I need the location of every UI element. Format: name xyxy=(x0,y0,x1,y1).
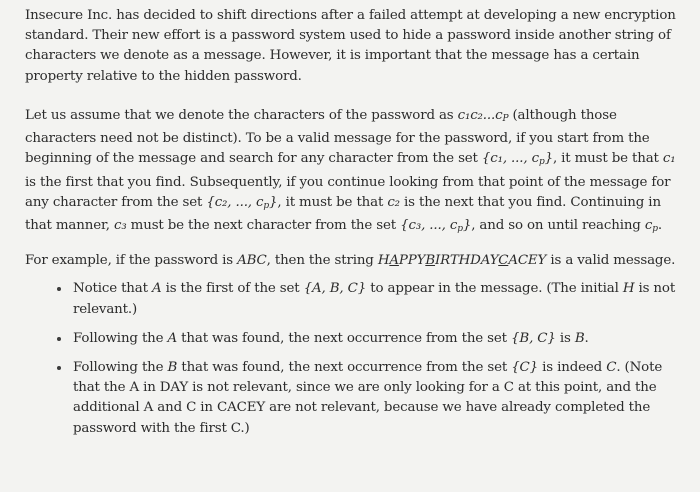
bullet-text: is the first of the set xyxy=(161,281,304,297)
msg-part: ACEY xyxy=(508,253,547,269)
math-set-from2 xyxy=(206,195,277,210)
math-var: B xyxy=(574,330,585,346)
msg-part: IRTHDAY xyxy=(435,253,499,269)
rule-text: , it must be that xyxy=(552,151,663,167)
bullet-text: that was found, the next occurrence from the set xyxy=(177,330,512,346)
math-var: C xyxy=(606,360,617,376)
math-sub-p: p xyxy=(652,224,658,235)
math-set-from2-text: {c₂, ..., c xyxy=(206,194,264,210)
rule-text: , it must be that xyxy=(277,194,388,210)
example-text: is a valid message. xyxy=(546,253,676,269)
rule-text: . xyxy=(657,218,662,234)
msg-part-underlined: C xyxy=(498,253,509,269)
math-cp-text: c xyxy=(644,218,653,234)
math-set: {A, B, C} xyxy=(303,281,367,297)
list-item xyxy=(57,279,682,319)
math-set-from3 xyxy=(400,218,471,233)
bullet-text: that was found, the next occurrence from the set xyxy=(177,360,512,376)
intro-paragraph xyxy=(25,6,682,92)
math-brace: } xyxy=(544,151,553,167)
bullet-text: Following the xyxy=(73,360,168,376)
math-brace: } xyxy=(269,194,278,210)
rule-paragraph xyxy=(25,106,682,239)
math-cp xyxy=(645,218,658,233)
math-set: {C} xyxy=(511,360,539,376)
bullet-text: . xyxy=(584,330,589,346)
rule-text: is the next that you find. Continuing in that manner, xyxy=(25,194,661,234)
bullet-text: is not relevant.) xyxy=(73,281,676,317)
bullet-list xyxy=(25,279,682,438)
math-set: {B, C} xyxy=(511,330,556,346)
list-item xyxy=(57,329,682,349)
rule-text: Let us assume that we denote the characters of the password as xyxy=(25,108,458,123)
msg-part-underlined: B xyxy=(425,253,436,269)
math-sub-p: P xyxy=(502,114,509,124)
bullet-text: . (Note that the A in DAY is not relevant, since we are only looking for a C at this point, and the additional A and C in CACEY are not relevant, because we have already completed the password with the first C.) xyxy=(73,360,663,436)
bullet-dot-icon xyxy=(57,287,61,291)
rule-text: must be the next character from the set xyxy=(126,218,401,234)
math-sub-p: p xyxy=(457,224,463,235)
example-message-string xyxy=(378,253,546,268)
math-c1c2-text: c₁c₂...c xyxy=(457,108,503,123)
math-c2: c₂ xyxy=(387,194,400,210)
math-c1: c₁ xyxy=(662,151,676,167)
math-set-all xyxy=(482,151,553,166)
math-var: A xyxy=(167,330,178,346)
msg-part: H xyxy=(377,253,390,269)
bullet-dot-icon xyxy=(57,337,61,341)
math-c3: c₃ xyxy=(113,218,127,234)
math-var: A xyxy=(151,281,162,297)
bullet-text: is xyxy=(555,330,575,346)
math-var: B xyxy=(167,360,178,376)
math-brace: } xyxy=(462,218,472,234)
bullet-text: is indeed xyxy=(538,360,607,376)
msg-part-underlined: A xyxy=(389,253,399,269)
math-sub-p: p xyxy=(538,157,545,168)
rule-text: is the first that you find. Subsequently, if you continue looking from that point of the message for any character from the set xyxy=(25,174,671,210)
list-item xyxy=(57,358,682,439)
example-paragraph xyxy=(25,251,682,271)
intro-text: Insecure Inc. has decided to shift directions after a failed attempt at developing a new encryption standard. Their new effort is a password system used to hide a password inside another string of characters we denote as a message. However, it is important that the message has a certain property relative to the hidden password. xyxy=(25,8,676,84)
math-sub-p: p xyxy=(263,200,269,211)
math-set-all-text: {c₁, ..., c xyxy=(481,151,539,167)
bullet-text: to appear in the message. (The initial xyxy=(366,281,623,297)
example-password: ABC xyxy=(237,253,267,269)
msg-part: PPY xyxy=(398,253,426,269)
bullet-dot-icon xyxy=(57,366,61,370)
example-text: , then the string xyxy=(266,253,378,269)
bullet-text: Following the xyxy=(73,330,168,346)
rule-text: , and so on until reaching xyxy=(471,218,645,234)
bullet-text: Notice that xyxy=(73,281,152,297)
example-text: For example, if the password is xyxy=(25,253,238,269)
rule-text: (although those characters need not be distinct). To be a valid message for the password, if you start from the beginning of the message and search for any character from the set xyxy=(25,108,650,167)
math-var: H xyxy=(622,281,635,297)
math-password-chars xyxy=(458,108,509,123)
math-set-from3-text: {c₃, ..., c xyxy=(400,218,458,234)
